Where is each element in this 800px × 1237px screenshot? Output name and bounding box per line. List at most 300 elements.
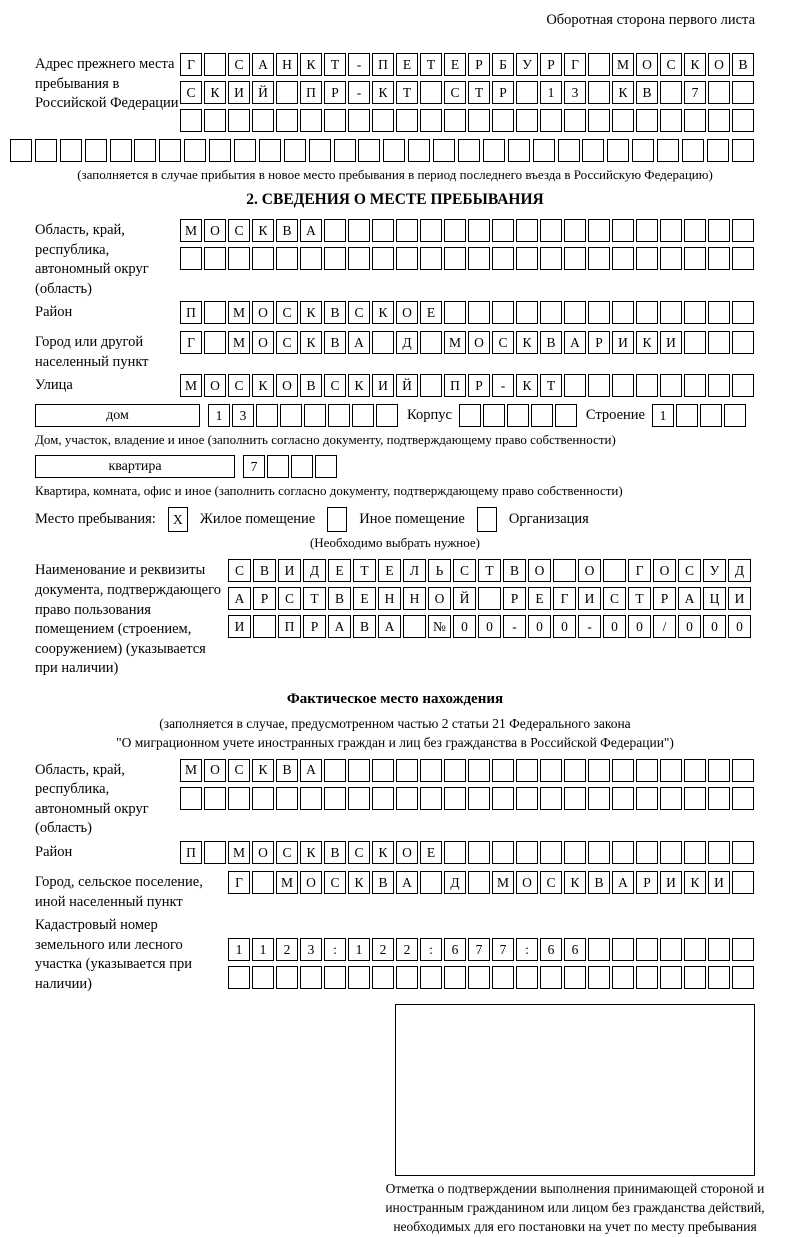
- stay-option-checkbox-other[interactable]: [327, 507, 347, 532]
- char-cell[interactable]: [376, 404, 398, 427]
- char-cell[interactable]: 2: [396, 938, 418, 961]
- char-cell[interactable]: [676, 404, 698, 427]
- char-cell[interactable]: [636, 374, 658, 397]
- char-cell[interactable]: [684, 247, 706, 270]
- char-cell[interactable]: К: [612, 81, 634, 104]
- char-cell[interactable]: А: [396, 871, 418, 894]
- char-cell[interactable]: Р: [492, 81, 514, 104]
- char-cell[interactable]: К: [516, 331, 538, 354]
- char-cell[interactable]: [383, 139, 405, 162]
- char-cell[interactable]: М: [492, 871, 514, 894]
- char-cell[interactable]: [348, 966, 370, 989]
- char-cell[interactable]: [540, 966, 562, 989]
- char-cell[interactable]: [284, 139, 306, 162]
- char-cell[interactable]: [492, 787, 514, 810]
- char-cell[interactable]: Е: [444, 53, 466, 76]
- char-cell[interactable]: И: [728, 587, 751, 610]
- char-cell[interactable]: А: [378, 615, 401, 638]
- char-cell[interactable]: [228, 247, 250, 270]
- char-cell[interactable]: [564, 219, 586, 242]
- char-cell[interactable]: Е: [353, 587, 376, 610]
- char-cell[interactable]: 7: [468, 938, 490, 961]
- char-cell[interactable]: [516, 841, 538, 864]
- char-cell[interactable]: Д: [728, 559, 751, 582]
- char-cell[interactable]: [420, 247, 442, 270]
- char-cell[interactable]: К: [564, 871, 586, 894]
- char-cell[interactable]: Ц: [703, 587, 726, 610]
- char-cell[interactable]: -: [348, 81, 370, 104]
- char-cell[interactable]: 0: [703, 615, 726, 638]
- char-cell[interactable]: [732, 109, 754, 132]
- char-cell[interactable]: [372, 759, 394, 782]
- char-cell[interactable]: Й: [453, 587, 476, 610]
- char-cell[interactable]: [612, 938, 634, 961]
- char-cell[interactable]: Д: [396, 331, 418, 354]
- char-cell[interactable]: [516, 109, 538, 132]
- char-cell[interactable]: У: [516, 53, 538, 76]
- char-cell[interactable]: [252, 871, 274, 894]
- char-cell[interactable]: [300, 787, 322, 810]
- char-cell[interactable]: [516, 787, 538, 810]
- char-cell[interactable]: 0: [678, 615, 701, 638]
- char-cell[interactable]: [684, 331, 706, 354]
- char-cell[interactable]: Н: [276, 53, 298, 76]
- char-cell[interactable]: Д: [444, 871, 466, 894]
- char-cell[interactable]: [636, 247, 658, 270]
- char-cell[interactable]: [708, 841, 730, 864]
- char-cell[interactable]: [444, 841, 466, 864]
- char-cell[interactable]: С: [453, 559, 476, 582]
- char-cell[interactable]: [588, 247, 610, 270]
- char-cell[interactable]: [252, 966, 274, 989]
- char-cell[interactable]: -: [492, 374, 514, 397]
- char-cell[interactable]: [684, 301, 706, 324]
- char-cell[interactable]: [324, 759, 346, 782]
- char-cell[interactable]: [660, 759, 682, 782]
- char-cell[interactable]: И: [278, 559, 301, 582]
- char-cell[interactable]: [564, 759, 586, 782]
- char-cell[interactable]: [468, 841, 490, 864]
- char-cell[interactable]: [280, 404, 302, 427]
- char-cell[interactable]: 6: [564, 938, 586, 961]
- char-cell[interactable]: [612, 966, 634, 989]
- char-cell[interactable]: Р: [324, 81, 346, 104]
- char-cell[interactable]: [252, 787, 274, 810]
- char-cell[interactable]: [553, 559, 576, 582]
- char-cell[interactable]: В: [328, 587, 351, 610]
- char-cell[interactable]: 7: [684, 81, 706, 104]
- char-cell[interactable]: С: [228, 219, 250, 242]
- char-cell[interactable]: [348, 787, 370, 810]
- char-cell[interactable]: [276, 787, 298, 810]
- char-cell[interactable]: О: [578, 559, 601, 582]
- char-cell[interactable]: В: [324, 331, 346, 354]
- char-cell[interactable]: [558, 139, 580, 162]
- char-cell[interactable]: 3: [232, 404, 254, 427]
- char-cell[interactable]: [588, 109, 610, 132]
- char-cell[interactable]: И: [660, 331, 682, 354]
- char-cell[interactable]: [352, 404, 374, 427]
- char-cell[interactable]: Д: [303, 559, 326, 582]
- char-cell[interactable]: С: [348, 301, 370, 324]
- char-cell[interactable]: [732, 759, 754, 782]
- char-cell[interactable]: 0: [553, 615, 576, 638]
- char-cell[interactable]: Р: [503, 587, 526, 610]
- char-cell[interactable]: [603, 559, 626, 582]
- char-cell[interactable]: [420, 787, 442, 810]
- char-cell[interactable]: [612, 374, 634, 397]
- char-cell[interactable]: [612, 841, 634, 864]
- char-cell[interactable]: [458, 139, 480, 162]
- char-cell[interactable]: [468, 219, 490, 242]
- char-cell[interactable]: О: [396, 841, 418, 864]
- char-cell[interactable]: Т: [324, 53, 346, 76]
- char-cell[interactable]: С: [180, 81, 202, 104]
- char-cell[interactable]: 2: [372, 938, 394, 961]
- char-cell[interactable]: Г: [564, 53, 586, 76]
- char-cell[interactable]: [684, 841, 706, 864]
- char-cell[interactable]: О: [252, 331, 274, 354]
- char-cell[interactable]: [684, 219, 706, 242]
- char-cell[interactable]: [708, 374, 730, 397]
- char-cell[interactable]: 0: [628, 615, 651, 638]
- char-cell[interactable]: [372, 966, 394, 989]
- char-cell[interactable]: [588, 81, 610, 104]
- char-cell[interactable]: О: [396, 301, 418, 324]
- char-cell[interactable]: 0: [728, 615, 751, 638]
- char-cell[interactable]: [732, 301, 754, 324]
- char-cell[interactable]: [540, 759, 562, 782]
- char-cell[interactable]: [516, 219, 538, 242]
- char-cell[interactable]: [228, 787, 250, 810]
- char-cell[interactable]: [708, 759, 730, 782]
- char-cell[interactable]: [204, 301, 226, 324]
- char-cell[interactable]: С: [540, 871, 562, 894]
- char-cell[interactable]: [555, 404, 577, 427]
- char-cell[interactable]: Р: [303, 615, 326, 638]
- char-cell[interactable]: [309, 139, 331, 162]
- char-cell[interactable]: О: [252, 841, 274, 864]
- char-cell[interactable]: Г: [228, 871, 250, 894]
- char-cell[interactable]: М: [180, 759, 202, 782]
- char-cell[interactable]: А: [300, 219, 322, 242]
- char-cell[interactable]: [252, 247, 274, 270]
- char-cell[interactable]: О: [252, 301, 274, 324]
- char-cell[interactable]: В: [636, 81, 658, 104]
- char-cell[interactable]: [612, 247, 634, 270]
- char-cell[interactable]: [468, 787, 490, 810]
- char-cell[interactable]: [300, 247, 322, 270]
- char-cell[interactable]: [588, 301, 610, 324]
- char-cell[interactable]: А: [228, 587, 251, 610]
- char-cell[interactable]: [468, 966, 490, 989]
- char-cell[interactable]: К: [300, 841, 322, 864]
- char-cell[interactable]: [732, 139, 754, 162]
- char-cell[interactable]: [372, 109, 394, 132]
- char-cell[interactable]: К: [372, 841, 394, 864]
- char-cell[interactable]: [533, 139, 555, 162]
- char-cell[interactable]: [660, 247, 682, 270]
- char-cell[interactable]: И: [708, 871, 730, 894]
- char-cell[interactable]: К: [252, 374, 274, 397]
- char-cell[interactable]: С: [492, 331, 514, 354]
- char-cell[interactable]: [304, 404, 326, 427]
- char-cell[interactable]: 1: [252, 938, 274, 961]
- char-cell[interactable]: [708, 301, 730, 324]
- char-cell[interactable]: Т: [303, 587, 326, 610]
- char-cell[interactable]: [60, 139, 82, 162]
- char-cell[interactable]: [159, 139, 181, 162]
- char-cell[interactable]: [276, 81, 298, 104]
- char-cell[interactable]: О: [516, 871, 538, 894]
- char-cell[interactable]: Р: [468, 374, 490, 397]
- char-cell[interactable]: [636, 787, 658, 810]
- char-cell[interactable]: [468, 759, 490, 782]
- char-cell[interactable]: [732, 966, 754, 989]
- char-cell[interactable]: 6: [540, 938, 562, 961]
- char-cell[interactable]: [234, 139, 256, 162]
- char-cell[interactable]: [348, 759, 370, 782]
- char-cell[interactable]: О: [428, 587, 451, 610]
- char-cell[interactable]: [444, 966, 466, 989]
- char-cell[interactable]: [324, 219, 346, 242]
- char-cell[interactable]: 2: [276, 938, 298, 961]
- char-cell[interactable]: [540, 301, 562, 324]
- char-cell[interactable]: [564, 966, 586, 989]
- char-cell[interactable]: [291, 455, 313, 478]
- char-cell[interactable]: [396, 109, 418, 132]
- char-cell[interactable]: И: [660, 871, 682, 894]
- char-cell[interactable]: -: [348, 53, 370, 76]
- char-cell[interactable]: А: [612, 871, 634, 894]
- char-cell[interactable]: П: [278, 615, 301, 638]
- char-cell[interactable]: [708, 787, 730, 810]
- char-cell[interactable]: [85, 139, 107, 162]
- char-cell[interactable]: [636, 219, 658, 242]
- char-cell[interactable]: [315, 455, 337, 478]
- char-cell[interactable]: [444, 301, 466, 324]
- char-cell[interactable]: С: [324, 374, 346, 397]
- char-cell[interactable]: К: [348, 374, 370, 397]
- char-cell[interactable]: [564, 841, 586, 864]
- char-cell[interactable]: О: [653, 559, 676, 582]
- char-cell[interactable]: Т: [540, 374, 562, 397]
- char-cell[interactable]: [444, 787, 466, 810]
- char-cell[interactable]: [334, 139, 356, 162]
- char-cell[interactable]: [636, 938, 658, 961]
- char-cell[interactable]: М: [180, 374, 202, 397]
- char-cell[interactable]: [540, 787, 562, 810]
- char-cell[interactable]: [324, 247, 346, 270]
- char-cell[interactable]: Т: [353, 559, 376, 582]
- char-cell[interactable]: 1: [348, 938, 370, 961]
- char-cell[interactable]: [612, 787, 634, 810]
- char-cell[interactable]: К: [300, 331, 322, 354]
- char-cell[interactable]: Е: [420, 301, 442, 324]
- char-cell[interactable]: А: [564, 331, 586, 354]
- char-cell[interactable]: Г: [628, 559, 651, 582]
- char-cell[interactable]: [396, 787, 418, 810]
- char-cell[interactable]: [204, 109, 226, 132]
- char-cell[interactable]: [684, 966, 706, 989]
- char-cell[interactable]: [396, 219, 418, 242]
- char-cell[interactable]: О: [636, 53, 658, 76]
- char-cell[interactable]: [540, 109, 562, 132]
- char-cell[interactable]: К: [252, 219, 274, 242]
- char-cell[interactable]: -: [503, 615, 526, 638]
- char-cell[interactable]: Т: [468, 81, 490, 104]
- char-cell[interactable]: [324, 966, 346, 989]
- char-cell[interactable]: [228, 109, 250, 132]
- char-cell[interactable]: [707, 139, 729, 162]
- char-cell[interactable]: [134, 139, 156, 162]
- char-cell[interactable]: [564, 301, 586, 324]
- char-cell[interactable]: С: [276, 841, 298, 864]
- char-cell[interactable]: С: [348, 841, 370, 864]
- char-cell[interactable]: К: [684, 53, 706, 76]
- char-cell[interactable]: А: [300, 759, 322, 782]
- char-cell[interactable]: [324, 109, 346, 132]
- char-cell[interactable]: [612, 109, 634, 132]
- char-cell[interactable]: [684, 109, 706, 132]
- char-cell[interactable]: [228, 966, 250, 989]
- char-cell[interactable]: Р: [653, 587, 676, 610]
- char-cell[interactable]: Й: [252, 81, 274, 104]
- char-cell[interactable]: [636, 841, 658, 864]
- char-cell[interactable]: [516, 966, 538, 989]
- char-cell[interactable]: И: [578, 587, 601, 610]
- char-cell[interactable]: [396, 247, 418, 270]
- char-cell[interactable]: В: [300, 374, 322, 397]
- char-cell[interactable]: [478, 587, 501, 610]
- char-cell[interactable]: 1: [540, 81, 562, 104]
- char-cell[interactable]: [348, 109, 370, 132]
- char-cell[interactable]: [10, 139, 32, 162]
- char-cell[interactable]: [612, 759, 634, 782]
- char-cell[interactable]: [300, 109, 322, 132]
- char-cell[interactable]: [708, 966, 730, 989]
- char-cell[interactable]: [612, 301, 634, 324]
- char-cell[interactable]: [582, 139, 604, 162]
- char-cell[interactable]: [468, 301, 490, 324]
- char-cell[interactable]: [708, 219, 730, 242]
- char-cell[interactable]: О: [276, 374, 298, 397]
- char-cell[interactable]: [483, 139, 505, 162]
- char-cell[interactable]: 3: [564, 81, 586, 104]
- char-cell[interactable]: [660, 301, 682, 324]
- char-cell[interactable]: [444, 247, 466, 270]
- char-cell[interactable]: К: [252, 759, 274, 782]
- char-cell[interactable]: А: [252, 53, 274, 76]
- char-cell[interactable]: [540, 841, 562, 864]
- char-cell[interactable]: [403, 615, 426, 638]
- char-cell[interactable]: [110, 139, 132, 162]
- char-cell[interactable]: [684, 374, 706, 397]
- char-cell[interactable]: [468, 109, 490, 132]
- char-cell[interactable]: [444, 109, 466, 132]
- char-cell[interactable]: В: [276, 219, 298, 242]
- char-cell[interactable]: П: [372, 53, 394, 76]
- char-cell[interactable]: 7: [492, 938, 514, 961]
- char-cell[interactable]: [660, 787, 682, 810]
- char-cell[interactable]: 1: [208, 404, 230, 427]
- char-cell[interactable]: [396, 966, 418, 989]
- char-cell[interactable]: 0: [453, 615, 476, 638]
- char-cell[interactable]: В: [276, 759, 298, 782]
- char-cell[interactable]: Т: [628, 587, 651, 610]
- char-cell[interactable]: [607, 139, 629, 162]
- char-cell[interactable]: [682, 139, 704, 162]
- char-cell[interactable]: С: [444, 81, 466, 104]
- char-cell[interactable]: Р: [588, 331, 610, 354]
- char-cell[interactable]: 1: [652, 404, 674, 427]
- char-cell[interactable]: О: [468, 331, 490, 354]
- char-cell[interactable]: К: [300, 53, 322, 76]
- char-cell[interactable]: [468, 871, 490, 894]
- char-cell[interactable]: 0: [478, 615, 501, 638]
- char-cell[interactable]: [256, 404, 278, 427]
- char-cell[interactable]: С: [276, 331, 298, 354]
- char-cell[interactable]: К: [684, 871, 706, 894]
- char-cell[interactable]: [588, 219, 610, 242]
- char-cell[interactable]: В: [503, 559, 526, 582]
- char-cell[interactable]: [708, 247, 730, 270]
- char-cell[interactable]: [420, 374, 442, 397]
- char-cell[interactable]: [708, 938, 730, 961]
- char-cell[interactable]: [492, 759, 514, 782]
- char-cell[interactable]: С: [660, 53, 682, 76]
- char-cell[interactable]: М: [180, 219, 202, 242]
- char-cell[interactable]: [372, 219, 394, 242]
- char-cell[interactable]: [660, 109, 682, 132]
- char-cell[interactable]: [276, 966, 298, 989]
- char-cell[interactable]: [708, 331, 730, 354]
- char-cell[interactable]: И: [372, 374, 394, 397]
- char-cell[interactable]: [180, 787, 202, 810]
- char-cell[interactable]: :: [420, 938, 442, 961]
- char-cell[interactable]: [444, 759, 466, 782]
- char-cell[interactable]: [253, 615, 276, 638]
- char-cell[interactable]: Е: [328, 559, 351, 582]
- char-cell[interactable]: [420, 966, 442, 989]
- char-cell[interactable]: [204, 247, 226, 270]
- char-cell[interactable]: К: [348, 871, 370, 894]
- char-cell[interactable]: В: [253, 559, 276, 582]
- char-cell[interactable]: И: [612, 331, 634, 354]
- char-cell[interactable]: [588, 966, 610, 989]
- char-cell[interactable]: [276, 109, 298, 132]
- char-cell[interactable]: [732, 841, 754, 864]
- char-cell[interactable]: [420, 81, 442, 104]
- char-cell[interactable]: [564, 374, 586, 397]
- char-cell[interactable]: [516, 301, 538, 324]
- char-cell[interactable]: [540, 219, 562, 242]
- char-cell[interactable]: [732, 247, 754, 270]
- char-cell[interactable]: Ь: [428, 559, 451, 582]
- char-cell[interactable]: Н: [378, 587, 401, 610]
- char-cell[interactable]: К: [204, 81, 226, 104]
- char-cell[interactable]: Е: [420, 841, 442, 864]
- char-cell[interactable]: 7: [243, 455, 265, 478]
- char-cell[interactable]: С: [324, 871, 346, 894]
- char-cell[interactable]: Т: [420, 53, 442, 76]
- char-cell[interactable]: [35, 139, 57, 162]
- char-cell[interactable]: [732, 871, 754, 894]
- char-cell[interactable]: [180, 109, 202, 132]
- char-cell[interactable]: И: [228, 615, 251, 638]
- char-cell[interactable]: [420, 219, 442, 242]
- char-cell[interactable]: С: [276, 301, 298, 324]
